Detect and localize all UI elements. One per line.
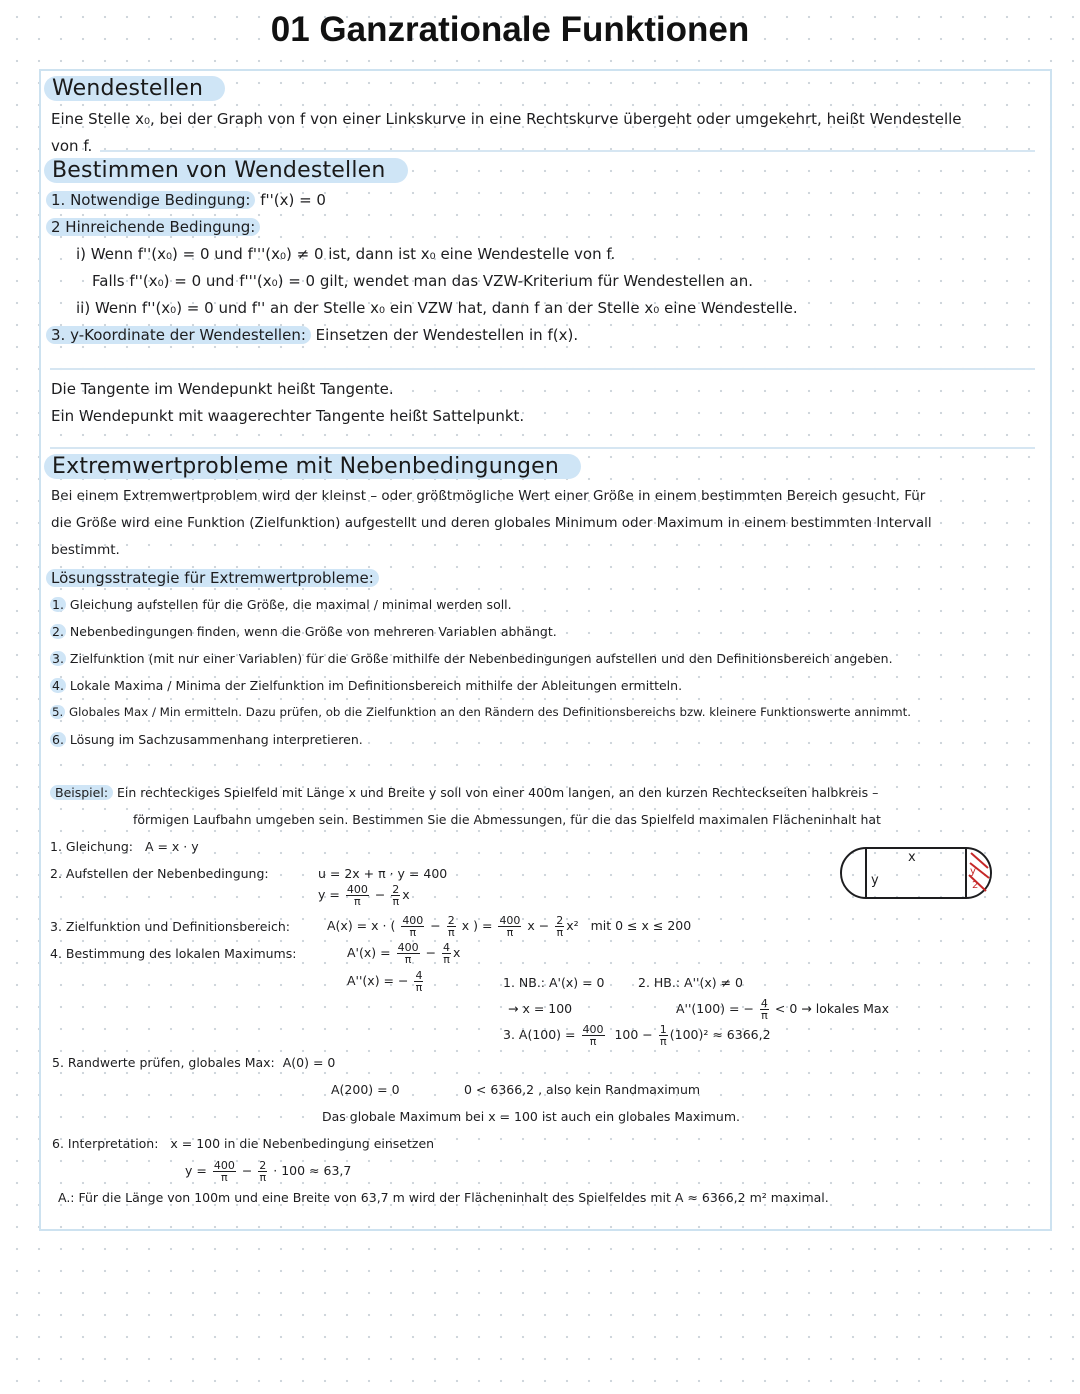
beispiel-step2-formula1: u = 2x + π · y = 400: [318, 866, 448, 881]
formula-part: y =: [318, 887, 340, 902]
fraction: [397, 942, 420, 965]
beispiel-step4-first-derivative: [347, 942, 460, 965]
fraction-numerator: 4: [443, 941, 451, 954]
fraction-numerator: 2: [556, 914, 564, 927]
fraction-denominator: π: [392, 895, 400, 908]
fraction-numerator: 400: [346, 883, 368, 896]
tangente-line2: Ein Wendepunkt mit waagerechter Tangente heißt Sattelpunkt.: [51, 407, 525, 425]
strategy-step-text: Gleichung aufstellen für die Größe, die maximal / minimal werden soll.: [69, 597, 512, 612]
y-koordinate-label: 3. y-Koordinate der Wendestellen:: [46, 326, 311, 344]
beispiel-step5-a0: A(0) = 0: [282, 1055, 336, 1070]
formula-part: x: [453, 945, 461, 960]
fraction: [659, 1024, 668, 1047]
fraction: [447, 915, 456, 938]
fraction: [414, 970, 423, 993]
y-koordinate-text: Einsetzen der Wendestellen in f(x).: [315, 326, 579, 344]
heading-wendestellen: Wendestellen: [44, 76, 225, 101]
sketch-label-y: y: [871, 873, 879, 888]
beispiel-step5-compare: 0 < 6366,2 , also kein Randmaximum: [464, 1082, 701, 1097]
fraction: [258, 1160, 267, 1183]
formula-part: (100)² ≈ 6366,2: [669, 1027, 771, 1042]
strategy-step-text: Lokale Maxima / Minima der Zielfunktion im Definitionsbereich mithilfe der Ableitungen ermitteln.: [69, 678, 683, 693]
formula-part: A''(100) = −: [676, 1001, 754, 1016]
fraction-denominator: π: [259, 1171, 267, 1184]
formula-part: · 100 ≈ 63,7: [273, 1163, 352, 1178]
beispiel-step3-label: 3. Zielfunktion und Definitionsbereich:: [50, 919, 290, 934]
strategy-step-number: 2.: [52, 624, 64, 639]
fraction-numerator: 4: [415, 969, 423, 982]
fraction: [213, 1160, 236, 1183]
strategy-step-number: 4.: [52, 678, 64, 693]
beispiel-label: Beispiel:: [50, 785, 113, 800]
beispiel-step5-label: 5. Randwerte prüfen, globales Max:: [52, 1055, 275, 1070]
fraction: [555, 915, 564, 938]
formula-part: −: [241, 1163, 253, 1178]
strategy-step: [50, 651, 893, 666]
notwendige-bedingung: [46, 191, 326, 209]
notwendige-bedingung-label: 1. Notwendige Bedingung:: [46, 191, 255, 209]
fraction-denominator: π: [447, 926, 455, 939]
fraction-numerator: 400: [582, 1023, 604, 1036]
y-koordinate: [46, 326, 578, 344]
fraction-denominator: π: [415, 981, 423, 994]
wendestellen-definition-line2: von f.: [51, 137, 93, 155]
strategy-step: [50, 624, 557, 639]
beispiel-step5-a200: A(200) = 0: [331, 1082, 400, 1097]
beispiel-text-line2: förmigen Laufbahn umgeben sein. Bestimmen Sie die Abmessungen, für die das Spielfeld maximalen Flächeninhalt hat: [133, 812, 881, 827]
strategy-step-text: Lösung im Sachzusammenhang interpretieren.: [69, 732, 363, 747]
bedingung-item-i: i) Wenn f''(x₀) = 0 und f'''(x₀) ≠ 0 ist, dann ist x₀ eine Wendestelle von f.: [76, 245, 616, 263]
formula-part: A(x) = x · (: [327, 918, 396, 933]
fraction-numerator: 2: [392, 883, 400, 896]
beispiel-step1-label: 1. Gleichung:: [50, 839, 134, 854]
strategy-step-text: Nebenbedingungen finden, wenn die Größe von mehreren Variablen abhängt.: [69, 624, 557, 639]
divider: [100, 150, 1035, 152]
fraction-denominator: π: [404, 953, 412, 966]
beispiel-step5: [52, 1055, 335, 1070]
beispiel-step2-label: 2. Aufstellen der Nebenbedingung:: [50, 866, 269, 881]
beispiel-step4-second-derivative: [347, 970, 425, 993]
sketch-label-x: x: [908, 850, 916, 865]
strategy-step: [50, 678, 682, 693]
fraction-denominator: π: [761, 1009, 768, 1022]
hinreichende-bedingung-label: 2 Hinreichende Bedingung:: [46, 218, 260, 236]
extrem-intro-line2: die Größe wird eine Funktion (Zielfunktion) aufgestellt und deren globales Minimum oder Maximum in einem bestimmten Intervall: [51, 515, 932, 531]
domain-text: mit 0 ≤ x ≤ 200: [590, 918, 692, 933]
fraction: [346, 884, 369, 907]
fraction: [582, 1024, 605, 1047]
formula-part: A''(x) = −: [347, 973, 409, 988]
formula-part: y =: [185, 1163, 207, 1178]
notwendige-bedingung-formula: f''(x) = 0: [260, 191, 326, 209]
beispiel-a100: [503, 1024, 771, 1047]
strategy-step-text: Globales Max / Min ermitteln. Dazu prüfen, ob die Zielfunktion an den Rändern des Definitionsbereichs bzw. kleinere Funktionswerte annimmt.: [69, 705, 912, 719]
fraction: [498, 915, 521, 938]
beispiel-hb: 2. HB.: A''(x) ≠ 0: [638, 975, 743, 990]
beispiel-step5-conclusion: Das globale Maximum bei x = 100 ist auch ein globales Maximum.: [322, 1109, 740, 1124]
fraction-numerator: 400: [499, 914, 521, 927]
beispiel-step6-y: [185, 1160, 351, 1183]
fraction-denominator: π: [589, 1035, 597, 1048]
formula-part: 100 −: [614, 1027, 653, 1042]
fraction-numerator: 400: [397, 941, 419, 954]
strategy-label-row: [46, 569, 379, 587]
fraction-numerator: 400: [402, 914, 424, 927]
formula-part: 3. A(100) =: [503, 1027, 576, 1042]
fraction: [401, 915, 424, 938]
strategy-step: [50, 732, 363, 747]
fraction-denominator: π: [221, 1171, 228, 1184]
fraction: [760, 998, 769, 1021]
fraction-denominator: π: [354, 895, 361, 908]
beispiel-step2-formula2: [318, 884, 410, 907]
beispiel-step4-label: 4. Bestimmung des lokalen Maximums:: [50, 946, 297, 961]
formula-part: −: [374, 887, 386, 902]
beispiel-hb-result: [676, 998, 889, 1021]
fraction-numerator: 2: [259, 1159, 267, 1172]
bedingung-item-i-note: Falls f''(x₀) = 0 und f'''(x₀) = 0 gilt, wendet man das VZW-Kriterium für Wendestellen an.: [92, 272, 753, 290]
strategy-step-number: 1.: [52, 597, 64, 612]
strategy-step-number: 5.: [52, 705, 64, 719]
extrem-intro-line3: bestimmt.: [51, 542, 120, 558]
formula-part: < 0 → lokales Max: [774, 1001, 890, 1016]
beispiel-step1: [50, 839, 199, 854]
fraction-denominator: π: [443, 953, 450, 966]
formula-part: x −: [527, 918, 550, 933]
formula-part: x ) =: [461, 918, 493, 933]
fraction-numerator: 2: [447, 914, 455, 927]
page-title: 01 Ganzrationale Funktionen: [270, 10, 750, 49]
beispiel-step6-label: 6. Interpretation:: [52, 1136, 159, 1151]
fraction-denominator: π: [506, 926, 514, 939]
bedingung-item-ii: ii) Wenn f''(x₀) = 0 und f'' an der Stelle x₀ ein VZW hat, dann f an der Stelle x₀ eine Wendestelle.: [76, 299, 798, 317]
fraction-denominator: π: [556, 926, 564, 939]
fraction-numerator: 400: [213, 1159, 235, 1172]
extrem-intro-line1: Bei einem Extremwertproblem wird der kleinst – oder größtmögliche Wert einer Größe in einem bestimmten Bereich gesucht. Für: [51, 488, 926, 504]
heading-bestimmen: Bestimmen von Wendestellen: [44, 158, 408, 183]
strategy-step-text: Zielfunktion (mit nur einer Variablen) für die Größe mithilfe der Nebenbedingungen aufstellen und den Definitionsbereich angeben.: [69, 651, 893, 666]
strategy-step: [50, 597, 512, 612]
fraction: [391, 884, 400, 907]
beispiel-step6-text: x = 100 in die Nebenbedingung einsetzen: [170, 1136, 435, 1151]
beispiel-nb-result: → x = 100: [508, 1001, 573, 1016]
formula-part: A'(x) =: [347, 945, 391, 960]
formula-part: −: [425, 945, 437, 960]
sketch-radius-den: 2: [972, 880, 979, 891]
beispiel-line1: [50, 785, 878, 800]
strategy-step-number: 3.: [52, 651, 64, 666]
spielfeld-sketch: [838, 843, 996, 903]
strategy-label: Lösungsstrategie für Extremwertprobleme:: [46, 569, 379, 587]
beispiel-step6: [52, 1136, 434, 1151]
sketch-radius-num: y: [970, 866, 976, 877]
formula-part: −: [430, 918, 441, 933]
strategy-step: [50, 705, 911, 719]
wendestellen-definition-line1: Eine Stelle x₀, bei der Graph von f von einer Linkskurve in eine Rechtskurve übergeht oder umgekehrt, heißt Wendestelle: [51, 110, 962, 128]
beispiel-step3-formula: [327, 915, 691, 938]
beispiel-step1-formula: A = x · y: [144, 839, 199, 854]
formula-part: x²: [566, 918, 579, 933]
beispiel-text-line1: Ein rechteckiges Spielfeld mit Länge x und Breite y soll von einer 400m langen, an den kurzen Rechteckseiten halbkreis –: [117, 785, 879, 800]
beispiel-nb: 1. NB.: A'(x) = 0: [503, 975, 605, 990]
hinreichende-bedingung: [46, 218, 260, 236]
fraction-denominator: π: [659, 1035, 667, 1048]
tangente-line1: Die Tangente im Wendepunkt heißt Tangente.: [51, 380, 394, 398]
fraction-denominator: π: [409, 926, 417, 939]
fraction: [442, 942, 451, 965]
fraction-numerator: 4: [760, 997, 768, 1010]
strategy-step-number: 6.: [52, 732, 64, 747]
divider: [50, 368, 1035, 370]
divider: [50, 447, 1035, 449]
beispiel-answer: A.: Für die Länge von 100m und eine Breite von 63,7 m wird der Flächeninhalt des Spielfeldes mit A ≈ 6366,2 m² maximal.: [58, 1190, 829, 1205]
heading-extremwertprobleme: Extremwertprobleme mit Nebenbedingungen: [44, 454, 581, 479]
formula-part: x: [402, 887, 410, 902]
fraction-numerator: 1: [659, 1023, 667, 1036]
